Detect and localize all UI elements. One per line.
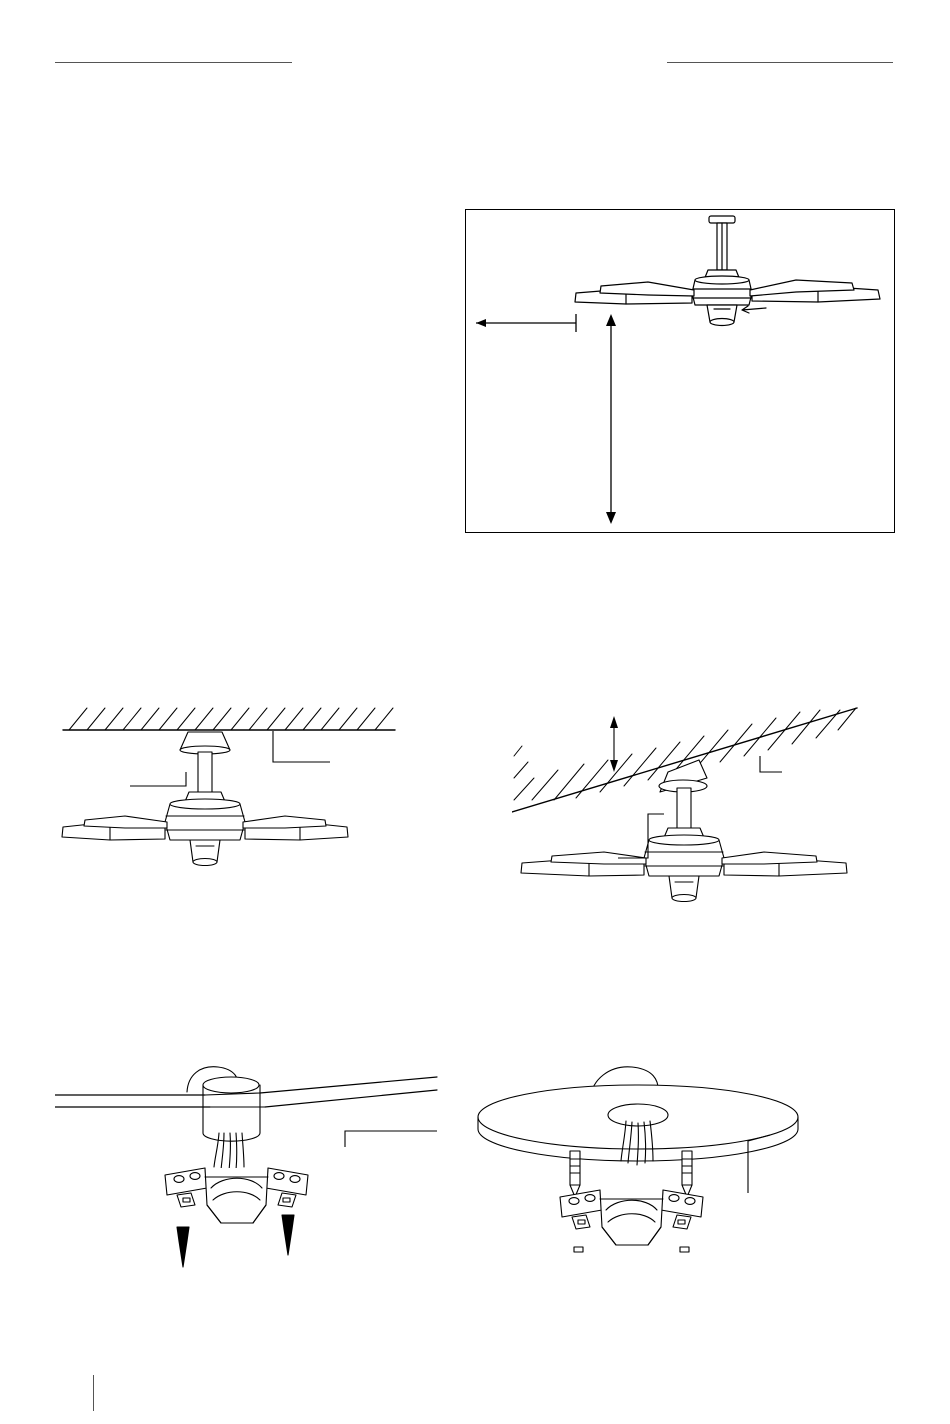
screw [282, 1215, 294, 1255]
junction-box-drawing [55, 1055, 440, 1280]
horizontal-clearance-arrow [476, 314, 576, 332]
ceiling-fan-clearance-diagram [465, 209, 895, 533]
sloped-ceiling-drawing [512, 700, 860, 928]
flat-ceiling-mount-diagram [55, 700, 400, 910]
leader-line [345, 1131, 437, 1147]
leader-lines [130, 731, 330, 786]
screw [177, 1227, 189, 1267]
junction-box-bracket-diagram [55, 1055, 440, 1280]
canopy-bracket-diagram [470, 1055, 810, 1280]
clearance-diagram-drawing [466, 210, 894, 532]
screw [570, 1151, 580, 1197]
canopy-bracket-drawing [470, 1055, 810, 1280]
screw [682, 1151, 692, 1197]
header-rule-right [667, 62, 893, 63]
flat-ceiling-drawing [55, 700, 400, 910]
sloped-ceiling-mount-diagram [512, 700, 860, 928]
vertical-clearance-arrow [606, 314, 616, 524]
header-rule-left [55, 62, 292, 63]
footer-rule [93, 1375, 94, 1411]
